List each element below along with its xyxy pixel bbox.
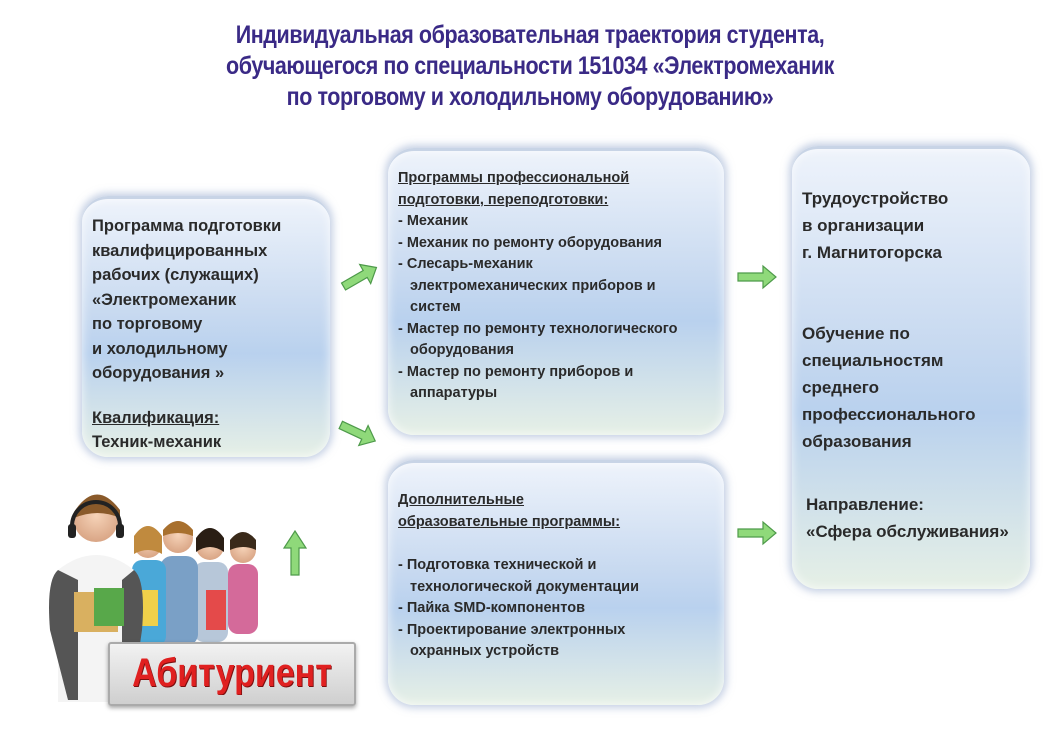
- list-item: - Подготовка технической и: [398, 557, 597, 573]
- diagram-title: [177, 20, 882, 113]
- left-line: и холодильному: [92, 339, 228, 358]
- qualification-value: Техник-механик: [92, 433, 222, 451]
- list-item: систем: [410, 299, 461, 315]
- left-line: по торговому: [92, 315, 203, 333]
- professional-heading: подготовки, переподготовки:: [398, 191, 609, 208]
- list-item: - Мастер по ремонту приборов и: [398, 363, 634, 380]
- professional-programs-text: [398, 168, 677, 405]
- additional-heading: образовательные программы:: [398, 513, 621, 530]
- arrow-right-icon: [735, 262, 779, 292]
- arrow-up-icon: [280, 528, 310, 578]
- list-item: - Проектирование электронных: [398, 621, 626, 638]
- list-item: охранных устройств: [410, 643, 560, 659]
- outcome-line: «Сфера обслуживания»: [806, 522, 1009, 541]
- title-line-1: Индивидуальная образовательная траектория студента,: [235, 21, 825, 49]
- list-item: - Механик: [398, 213, 468, 229]
- outcomes-text: [802, 185, 1009, 545]
- arrow-up-right-icon: [338, 262, 382, 292]
- list-item: электромеханических приборов и: [410, 277, 656, 294]
- qualification-program-text: [92, 214, 281, 455]
- left-line: рабочих (служащих): [92, 266, 259, 284]
- outcome-line: Трудоустройство: [802, 189, 949, 208]
- outcome-line: среднего: [802, 378, 880, 397]
- outcome-line: г. Магнитогорска: [802, 243, 942, 262]
- outcome-line: образования: [802, 432, 912, 451]
- list-item: оборудования: [410, 342, 515, 358]
- professional-heading: Программы профессиональной: [398, 170, 630, 186]
- qualification-label: Квалификация:: [92, 408, 220, 427]
- left-line: «Электромеханик: [92, 290, 237, 309]
- list-item: технологической документации: [410, 578, 639, 595]
- left-line: квалифицированных: [92, 241, 268, 260]
- left-line: оборудования »: [92, 364, 225, 382]
- additional-heading: Дополнительные: [398, 492, 524, 508]
- list-item: - Пайка SMD-компонентов: [398, 600, 585, 616]
- list-item: - Механик по ремонту оборудования: [398, 234, 662, 251]
- list-item: аппаратуры: [410, 385, 498, 401]
- outcome-line: Обучение по: [802, 324, 910, 343]
- additional-programs-text: [398, 490, 639, 663]
- outcome-line: профессионального: [802, 405, 976, 424]
- title-line-3: по торговому и холодильному оборудованию»: [286, 83, 774, 111]
- applicant-label: Абитуриент: [132, 651, 332, 695]
- arrow-right-icon: [735, 518, 779, 548]
- list-item: - Слесарь-механик: [398, 256, 533, 272]
- outcome-line: специальностям: [802, 351, 944, 370]
- title-line-2: обучающегося по специальности 151034 «Электромеханик: [226, 52, 834, 80]
- left-line: Программа подготовки: [92, 217, 282, 235]
- outcome-line: Направление:: [806, 495, 924, 514]
- arrow-down-right-icon: [336, 418, 380, 448]
- list-item: - Мастер по ремонту технологического: [398, 320, 678, 337]
- applicant-badge: [108, 642, 356, 706]
- outcome-line: в организации: [802, 216, 925, 235]
